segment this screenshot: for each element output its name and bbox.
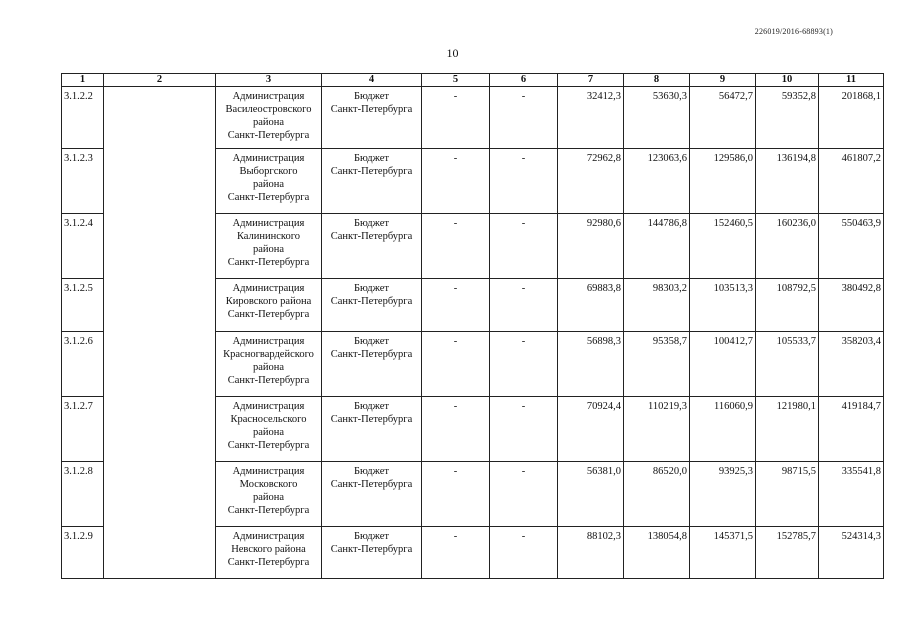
column-8-value: 53630,3 bbox=[624, 87, 690, 149]
column-8-value: 110219,3 bbox=[624, 397, 690, 462]
column-7-value: 69883,8 bbox=[558, 279, 624, 332]
column-11-value: 419184,7 bbox=[819, 397, 884, 462]
column-5-cell: - bbox=[422, 332, 490, 397]
column-6-cell: - bbox=[490, 462, 558, 527]
column-10-value: 108792,5 bbox=[756, 279, 819, 332]
row-code: 3.1.2.5 bbox=[62, 279, 104, 332]
column-5-cell: - bbox=[422, 279, 490, 332]
column-5-cell: - bbox=[422, 149, 490, 214]
column-number-row bbox=[62, 74, 884, 87]
column-10-value: 105533,7 bbox=[756, 332, 819, 397]
column-8-value: 95358,7 bbox=[624, 332, 690, 397]
table-row bbox=[62, 87, 884, 149]
row-code: 3.1.2.2 bbox=[62, 87, 104, 149]
column-11-value: 461807,2 bbox=[819, 149, 884, 214]
column-11-value: 524314,3 bbox=[819, 527, 884, 579]
budget-source-cell: Бюджет Санкт-Петербурга bbox=[322, 397, 422, 462]
column-7-value: 70924,4 bbox=[558, 397, 624, 462]
budget-source-cell: Бюджет Санкт-Петербурга bbox=[322, 149, 422, 214]
column-header: 11 bbox=[819, 74, 884, 87]
column-10-value: 98715,5 bbox=[756, 462, 819, 527]
column-9-value: 116060,9 bbox=[690, 397, 756, 462]
column-6-cell: - bbox=[490, 332, 558, 397]
column-header: 10 bbox=[756, 74, 819, 87]
column-11-value: 380492,8 bbox=[819, 279, 884, 332]
column-header: 8 bbox=[624, 74, 690, 87]
column-9-value: 145371,5 bbox=[690, 527, 756, 579]
administration-cell: Администрация Московского района Санкт-Петербурга bbox=[216, 462, 322, 527]
column-header: 4 bbox=[322, 74, 422, 87]
column-8-value: 98303,2 bbox=[624, 279, 690, 332]
column-8-value: 144786,8 bbox=[624, 214, 690, 279]
budget-source-cell: Бюджет Санкт-Петербурга bbox=[322, 527, 422, 579]
budget-source-cell: Бюджет Санкт-Петербурга bbox=[322, 87, 422, 149]
administration-cell: Администрация Невского района Санкт-Петербурга bbox=[216, 527, 322, 579]
column-6-cell: - bbox=[490, 87, 558, 149]
column-5-cell: - bbox=[422, 397, 490, 462]
column-8-value: 138054,8 bbox=[624, 527, 690, 579]
row-code: 3.1.2.3 bbox=[62, 149, 104, 214]
column-10-value: 160236,0 bbox=[756, 214, 819, 279]
column-8-value: 86520,0 bbox=[624, 462, 690, 527]
column-6-cell: - bbox=[490, 397, 558, 462]
column-7-value: 32412,3 bbox=[558, 87, 624, 149]
column-header: 9 bbox=[690, 74, 756, 87]
column-header: 1 bbox=[62, 74, 104, 87]
budget-table bbox=[61, 73, 884, 579]
column-7-value: 56898,3 bbox=[558, 332, 624, 397]
column-7-value: 72962,8 bbox=[558, 149, 624, 214]
budget-source-cell: Бюджет Санкт-Петербурга bbox=[322, 279, 422, 332]
administration-cell: Администрация Красносельского района Санкт-Петербурга bbox=[216, 397, 322, 462]
column-7-value: 56381,0 bbox=[558, 462, 624, 527]
document-registration-number: 226019/2016-68893(1) bbox=[754, 27, 833, 36]
column-9-value: 129586,0 bbox=[690, 149, 756, 214]
column-header: 3 bbox=[216, 74, 322, 87]
administration-cell: Администрация Красногвардейского района Санкт-Петербурга bbox=[216, 332, 322, 397]
column-9-value: 103513,3 bbox=[690, 279, 756, 332]
column-10-value: 152785,7 bbox=[756, 527, 819, 579]
budget-source-cell: Бюджет Санкт-Петербурга bbox=[322, 214, 422, 279]
column-header: 6 bbox=[490, 74, 558, 87]
column-7-value: 88102,3 bbox=[558, 527, 624, 579]
column-11-value: 201868,1 bbox=[819, 87, 884, 149]
budget-source-cell: Бюджет Санкт-Петербурга bbox=[322, 462, 422, 527]
column-10-value: 136194,8 bbox=[756, 149, 819, 214]
administration-cell: Администрация Василеостровского района Санкт-Петербурга bbox=[216, 87, 322, 149]
column-header: 2 bbox=[104, 74, 216, 87]
administration-cell: Администрация Кировского района Санкт-Петербурга bbox=[216, 279, 322, 332]
column-10-value: 121980,1 bbox=[756, 397, 819, 462]
row-code: 3.1.2.4 bbox=[62, 214, 104, 279]
column-11-value: 335541,8 bbox=[819, 462, 884, 527]
column-5-cell: - bbox=[422, 527, 490, 579]
column-11-value: 550463,9 bbox=[819, 214, 884, 279]
column-7-value: 92980,6 bbox=[558, 214, 624, 279]
column-9-value: 100412,7 bbox=[690, 332, 756, 397]
column-6-cell: - bbox=[490, 527, 558, 579]
column-11-value: 358203,4 bbox=[819, 332, 884, 397]
column-6-cell: - bbox=[490, 149, 558, 214]
column-5-cell: - bbox=[422, 87, 490, 149]
row-code: 3.1.2.6 bbox=[62, 332, 104, 397]
column-6-cell: - bbox=[490, 279, 558, 332]
administration-cell: Администрация Выборгского района Санкт-Петербурга bbox=[216, 149, 322, 214]
column-9-value: 152460,5 bbox=[690, 214, 756, 279]
row-code: 3.1.2.8 bbox=[62, 462, 104, 527]
column-header: 7 bbox=[558, 74, 624, 87]
row-code: 3.1.2.7 bbox=[62, 397, 104, 462]
row-code: 3.1.2.9 bbox=[62, 527, 104, 579]
column-6-cell: - bbox=[490, 214, 558, 279]
column-9-value: 93925,3 bbox=[690, 462, 756, 527]
page-number: 10 bbox=[446, 46, 459, 60]
budget-source-cell: Бюджет Санкт-Петербурга bbox=[322, 332, 422, 397]
column-9-value: 56472,7 bbox=[690, 87, 756, 149]
column-8-value: 123063,6 bbox=[624, 149, 690, 214]
administration-cell: Администрация Калининского района Санкт-Петербурга bbox=[216, 214, 322, 279]
merged-empty-cell bbox=[104, 87, 216, 579]
column-10-value: 59352,8 bbox=[756, 87, 819, 149]
column-5-cell: - bbox=[422, 462, 490, 527]
column-5-cell: - bbox=[422, 214, 490, 279]
column-header: 5 bbox=[422, 74, 490, 87]
